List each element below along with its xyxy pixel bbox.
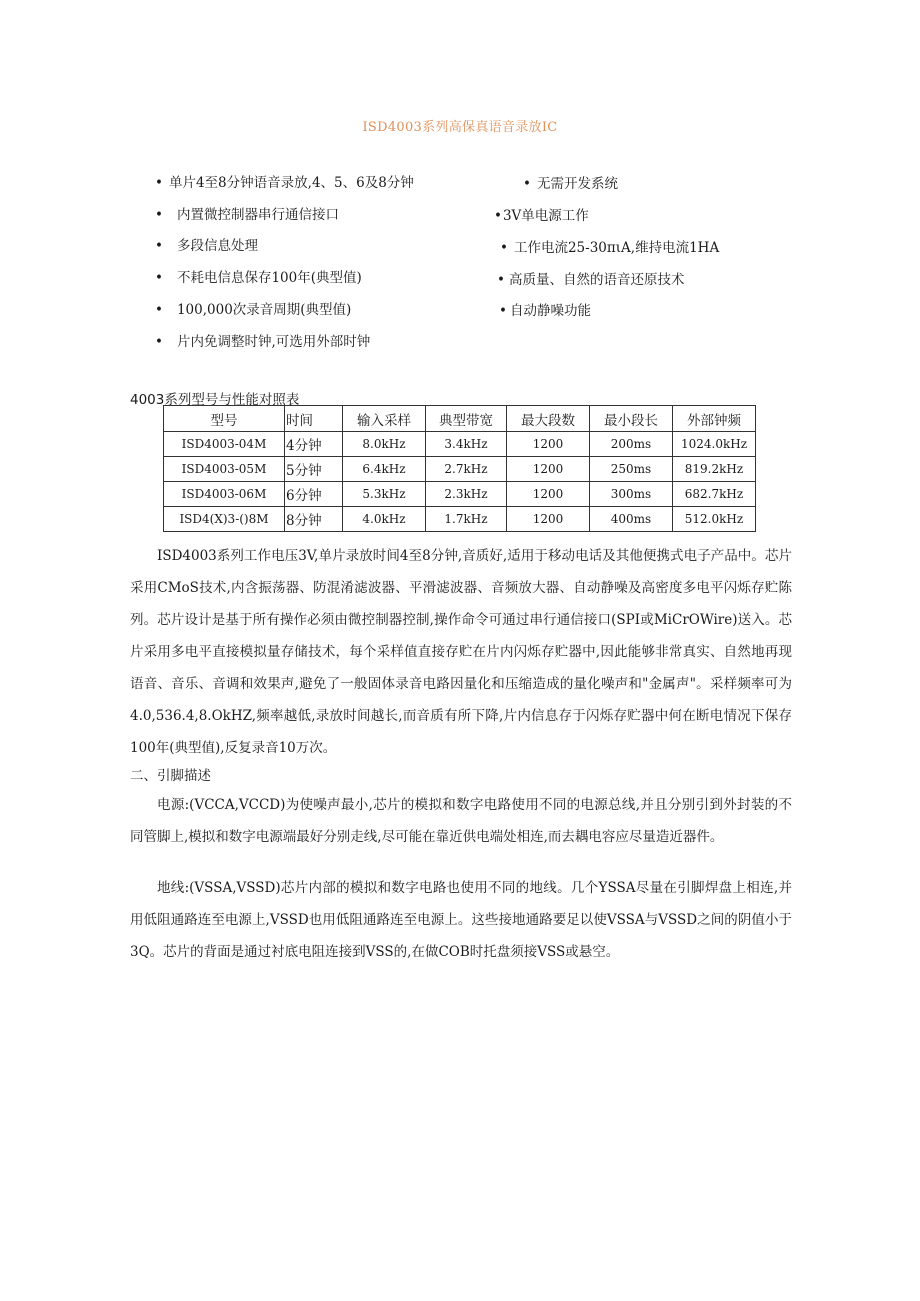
feature-text: 片内免调整时钟,可选用外部时钟 <box>176 334 371 350</box>
bullet-icon: • <box>497 272 505 288</box>
feature-text: 单片4至8分钟语音录放,4、5、6及8分钟 <box>168 175 414 191</box>
cell-min-segment: 200ms <box>590 432 673 457</box>
feature-item-right-3 <box>500 236 719 256</box>
cell-clock: 512.0kHz <box>673 507 756 532</box>
cell-min-segment: 250ms <box>590 457 673 482</box>
cell-max-segments: 1200 <box>507 432 590 457</box>
bullet-icon: • <box>494 208 502 224</box>
col-header-max-segments: 最大段数 <box>507 406 590 432</box>
table-row <box>164 507 756 532</box>
cell-max-segments: 1200 <box>507 457 590 482</box>
col-header-clock: 外部钟频 <box>673 406 756 432</box>
col-header-bandwidth: 典型带宽 <box>426 406 507 432</box>
feature-text: 100,000次录音周期(典型值) <box>176 302 352 318</box>
section-heading-pins: 二、引脚描述 <box>130 768 211 784</box>
cell-sample-rate: 6.4kHz <box>343 457 426 482</box>
feature-text: 自动静噪功能 <box>509 303 591 319</box>
feature-item-left-4 <box>155 266 362 286</box>
power-paragraph-block <box>130 789 792 853</box>
feature-text: 多段信息处理 <box>176 238 258 254</box>
bullet-icon: • <box>500 240 508 256</box>
spec-table <box>163 405 756 532</box>
bullet-icon: • <box>155 207 163 223</box>
bullet-icon: • <box>523 176 531 192</box>
bullet-icon: • <box>155 302 163 318</box>
cell-bandwidth: 3.4kHz <box>426 432 507 457</box>
feature-item-right-4 <box>497 268 684 288</box>
cell-sample-rate: 4.0kHz <box>343 507 426 532</box>
feature-text: 高质量、自然的语音还原技术 <box>508 272 685 288</box>
feature-item-right-2 <box>494 204 589 224</box>
bullet-icon: • <box>499 303 507 319</box>
feature-item-right-5 <box>499 299 591 319</box>
cell-time: 4分钟 <box>285 432 343 457</box>
table-title: 4003系列型号与性能对照表 <box>130 392 300 408</box>
bullet-icon: • <box>155 175 163 191</box>
feature-text: 不耗电信息保存100年(典型值) <box>176 270 362 286</box>
feature-item-left-2 <box>155 203 339 223</box>
feature-item-left-3 <box>155 234 258 254</box>
cell-sample-rate: 8.0kHz <box>343 432 426 457</box>
bullet-icon: • <box>155 334 163 350</box>
table-row <box>164 432 756 457</box>
cell-bandwidth: 1.7kHz <box>426 507 507 532</box>
feature-text: 工作电流25-30πιA,维持电流1HA <box>513 240 720 256</box>
cell-sample-rate: 5.3kHz <box>343 482 426 507</box>
cell-time: 6分钟 <box>285 482 343 507</box>
cell-time: 5分钟 <box>285 457 343 482</box>
feature-text: 3V单电源工作 <box>502 208 589 224</box>
bullet-icon: • <box>155 238 163 254</box>
intro-paragraph-block <box>130 540 792 764</box>
col-header-time: 时间 <box>285 406 343 432</box>
bullet-icon: • <box>155 270 163 286</box>
table-row <box>164 482 756 507</box>
feature-text: 无需开发系统 <box>536 176 618 192</box>
document-title: ISD4003系列高保真语音录放IC <box>362 120 558 135</box>
cell-model: ISD4003-06M <box>164 482 285 507</box>
table-header-row <box>164 406 756 432</box>
feature-item-left-6 <box>155 330 370 350</box>
table-row <box>164 457 756 482</box>
cell-model: ISD4003-04M <box>164 432 285 457</box>
cell-clock: 819.2kHz <box>673 457 756 482</box>
cell-model: ISD4(X)3-()8M <box>164 507 285 532</box>
cell-clock: 1024.0kHz <box>673 432 756 457</box>
cell-clock: 682.7kHz <box>673 482 756 507</box>
ground-paragraph-block <box>130 872 792 968</box>
cell-bandwidth: 2.7kHz <box>426 457 507 482</box>
cell-time: 8分钟 <box>285 507 343 532</box>
ground-paragraph: 地线:(VSSA,VSSD)芯片内部的模拟和数字电路也使用不同的地线。几个YSSA尽量在引脚焊盘上相连,并用低阻通路连至电源上,VSSD也用低阻通路连至电源上。这些接地通路要足以使VSSA与VSSD之间的阴值小于3Q。芯片的背面是通过衬底电阻连接到VSS的,在做COB时托盘须接VSS或悬空。 <box>130 880 792 960</box>
col-header-model: 型号 <box>164 406 285 432</box>
feature-item-left-5 <box>155 298 351 318</box>
cell-bandwidth: 2.3kHz <box>426 482 507 507</box>
cell-max-segments: 1200 <box>507 482 590 507</box>
cell-model: ISD4003-05M <box>164 457 285 482</box>
col-header-min-segment: 最小段长 <box>590 406 673 432</box>
cell-min-segment: 300ms <box>590 482 673 507</box>
feature-item-right-1 <box>523 172 618 192</box>
col-header-sample-rate: 输入采样 <box>343 406 426 432</box>
power-paragraph: 电源:(VCCA,VCCD)为使噪声最小,芯片的模拟和数字电路使用不同的电源总线,并且分别引到外封装的不同管脚上,模拟和数字电源端最好分别走线,尽可能在靠近供电端处相连,而去耦电容应尽量造近器件。 <box>130 797 792 845</box>
cell-min-segment: 400ms <box>590 507 673 532</box>
feature-item-left-1 <box>155 171 414 191</box>
intro-paragraph: ISD4003系列工作电压3V,单片录放时间4至8分钟,音质好,适用于移动电话及其他便携式电子产品中。芯片采用CMoS技术,内含振荡器、防混淆滤波器、平滑滤波器、音频放大器、自动静噪及高密度多电平闪烁存贮陈列。芯片设计是基于所有操作必须由微控制器控制,操作命令可通过串行通信接口(SPI或MiCrOWire)送入。芯片采用多电平直接模拟量存储技术，每个采样值直接存贮在片内闪烁存贮器中,因此能够非常真实、自然地再现语音、音乐、音调和效果声,避免了一般固体录音电路因量化和压缩造成的量化噪声和"金属声"。采样频率可为4.0,536.4,8.OkHZ,频率越低,录放时间越长,而音质有所下降,片内信息存于闪烁存贮器中何在断电情况下保存100年(典型值),反复录音10万次。 <box>130 548 792 756</box>
feature-text: 内置微控制器串行通信接口 <box>176 207 339 223</box>
cell-max-segments: 1200 <box>507 507 590 532</box>
